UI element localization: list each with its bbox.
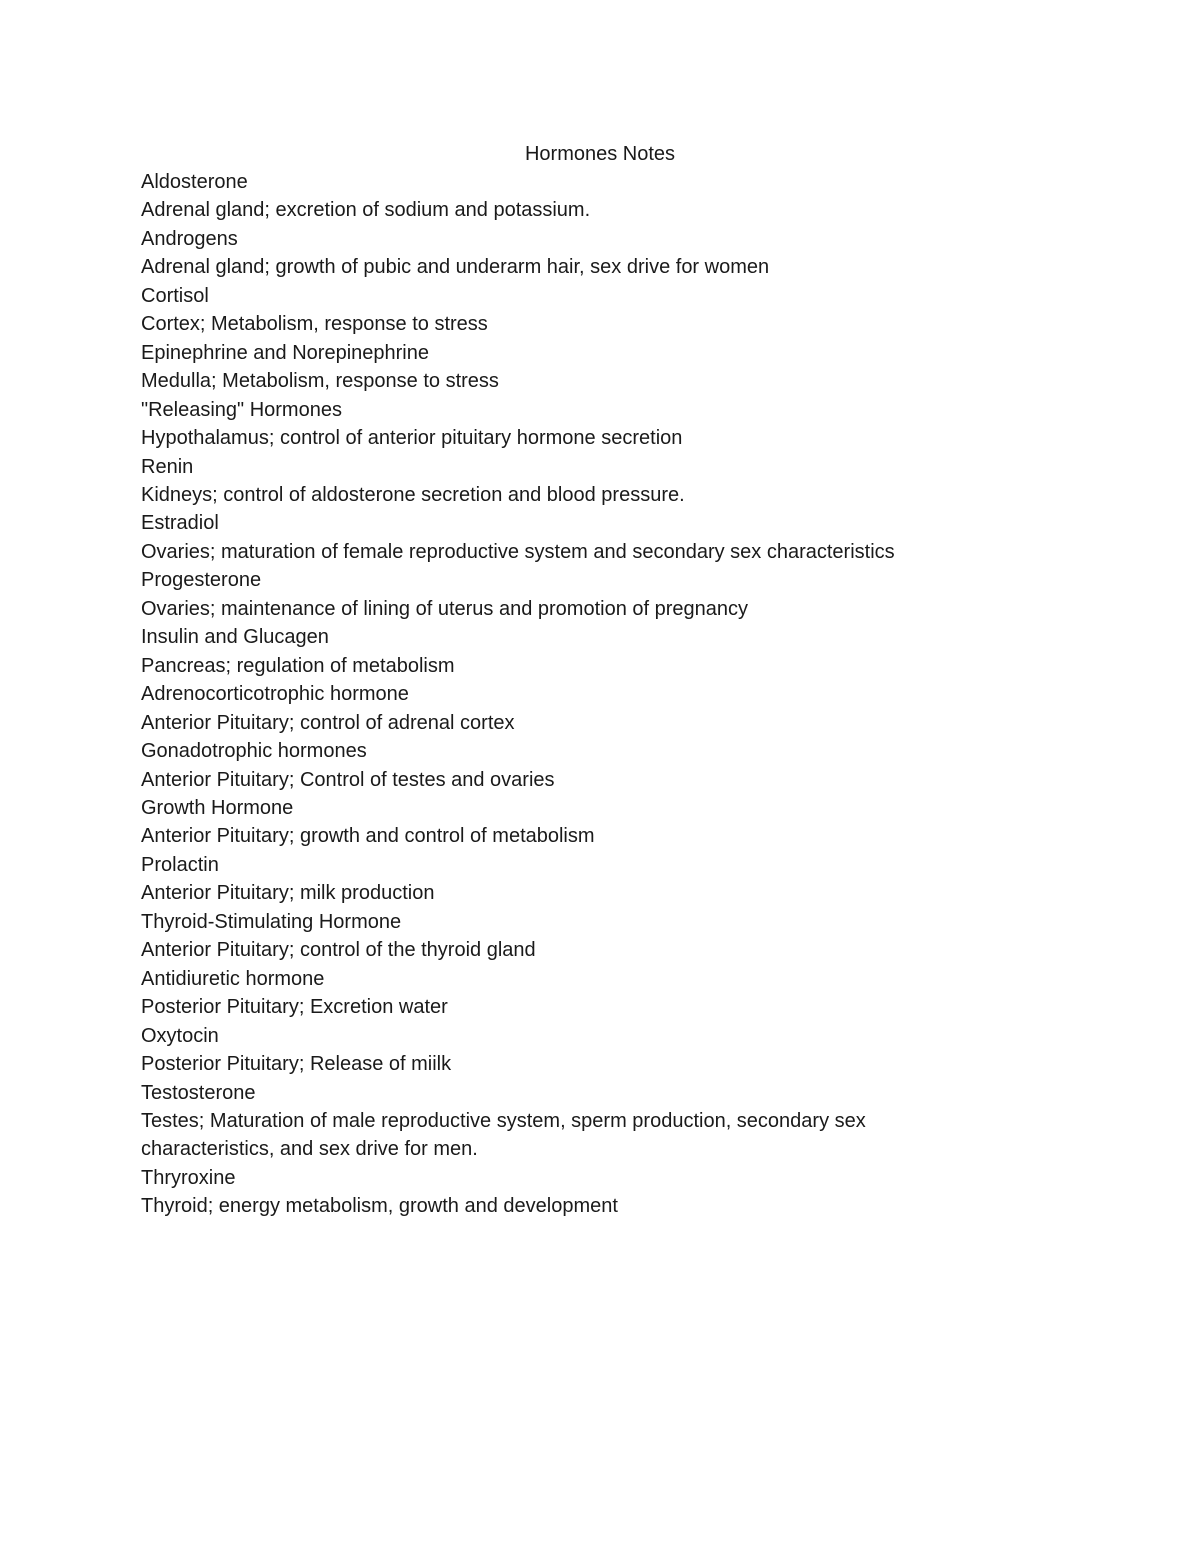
hormone-name: Cortisol	[141, 284, 209, 307]
hormone-description: Posterior Pituitary; Release of miilk	[141, 1053, 452, 1076]
hormone-list	[141, 168, 971, 1221]
hormone-name: Testosterone	[141, 1081, 256, 1104]
hormone-description: Posterior Pituitary; Excretion water	[141, 996, 448, 1019]
hormone-name: Insulin and Glucagen	[141, 626, 329, 649]
hormone-name: Growth Hormone	[141, 796, 294, 819]
hormone-description: Medulla; Metabolism, response to stress	[141, 370, 499, 393]
hormone-name: Antidiuretic hormone	[141, 967, 325, 990]
hormone-description: Anterior Pituitary; control of adrenal cortex	[141, 711, 515, 734]
hormone-description: Adrenal gland; growth of pubic and underarm hair, sex drive for women	[141, 256, 770, 279]
hormone-name: Prolactin	[141, 853, 219, 876]
page-title: Hormones Notes	[524, 143, 676, 165]
hormone-description: Cortex; Metabolism, response to stress	[141, 313, 488, 336]
hormone-description: Anterior Pituitary; Control of testes and ovaries	[141, 768, 555, 791]
hormone-description: Hypothalamus; control of anterior pituitary hormone secretion	[141, 427, 683, 450]
hormone-description: Ovaries; maturation of female reproductive system and secondary sex characteristics	[141, 540, 895, 563]
hormone-description: Pancreas; regulation of metabolism	[141, 654, 455, 677]
hormone-name: Aldosterone	[141, 171, 248, 193]
hormone-description: Anterior Pituitary; growth and control of metabolism	[141, 825, 595, 848]
hormone-description: Ovaries; maintenance of lining of uterus and promotion of pregnancy	[141, 597, 749, 620]
hormone-name: Adrenocorticotrophic hormone	[141, 683, 409, 706]
hormone-name: "Releasing" Hormones	[141, 398, 342, 421]
hormone-description: Anterior Pituitary; control of the thyroid gland	[141, 939, 536, 962]
hormone-description: Kidneys; control of aldosterone secretion and blood pressure.	[141, 483, 685, 506]
hormone-name: Thyroid-Stimulating Hormone	[141, 910, 402, 933]
hormone-name: Estradiol	[141, 512, 219, 535]
hormone-name: Androgens	[141, 227, 238, 250]
hormone-description: Adrenal gland; excretion of sodium and potassium.	[141, 199, 591, 222]
hormone-name: Gonadotrophic hormones	[141, 740, 367, 763]
hormone-name: Epinephrine and Norepinephrine	[141, 341, 429, 364]
hormone-name: Thryroxine	[141, 1166, 236, 1189]
hormone-description: Testes; Maturation of male reproductive system, sperm production, secondary sex characteristics, and sex drive for men.	[141, 1109, 866, 1161]
hormone-name: Oxytocin	[141, 1024, 219, 1047]
hormone-name: Renin	[141, 455, 194, 478]
hormone-description: Anterior Pituitary; milk production	[141, 882, 435, 905]
hormone-description: Thyroid; energy metabolism, growth and development	[141, 1195, 618, 1218]
hormone-name: Progesterone	[141, 569, 262, 592]
